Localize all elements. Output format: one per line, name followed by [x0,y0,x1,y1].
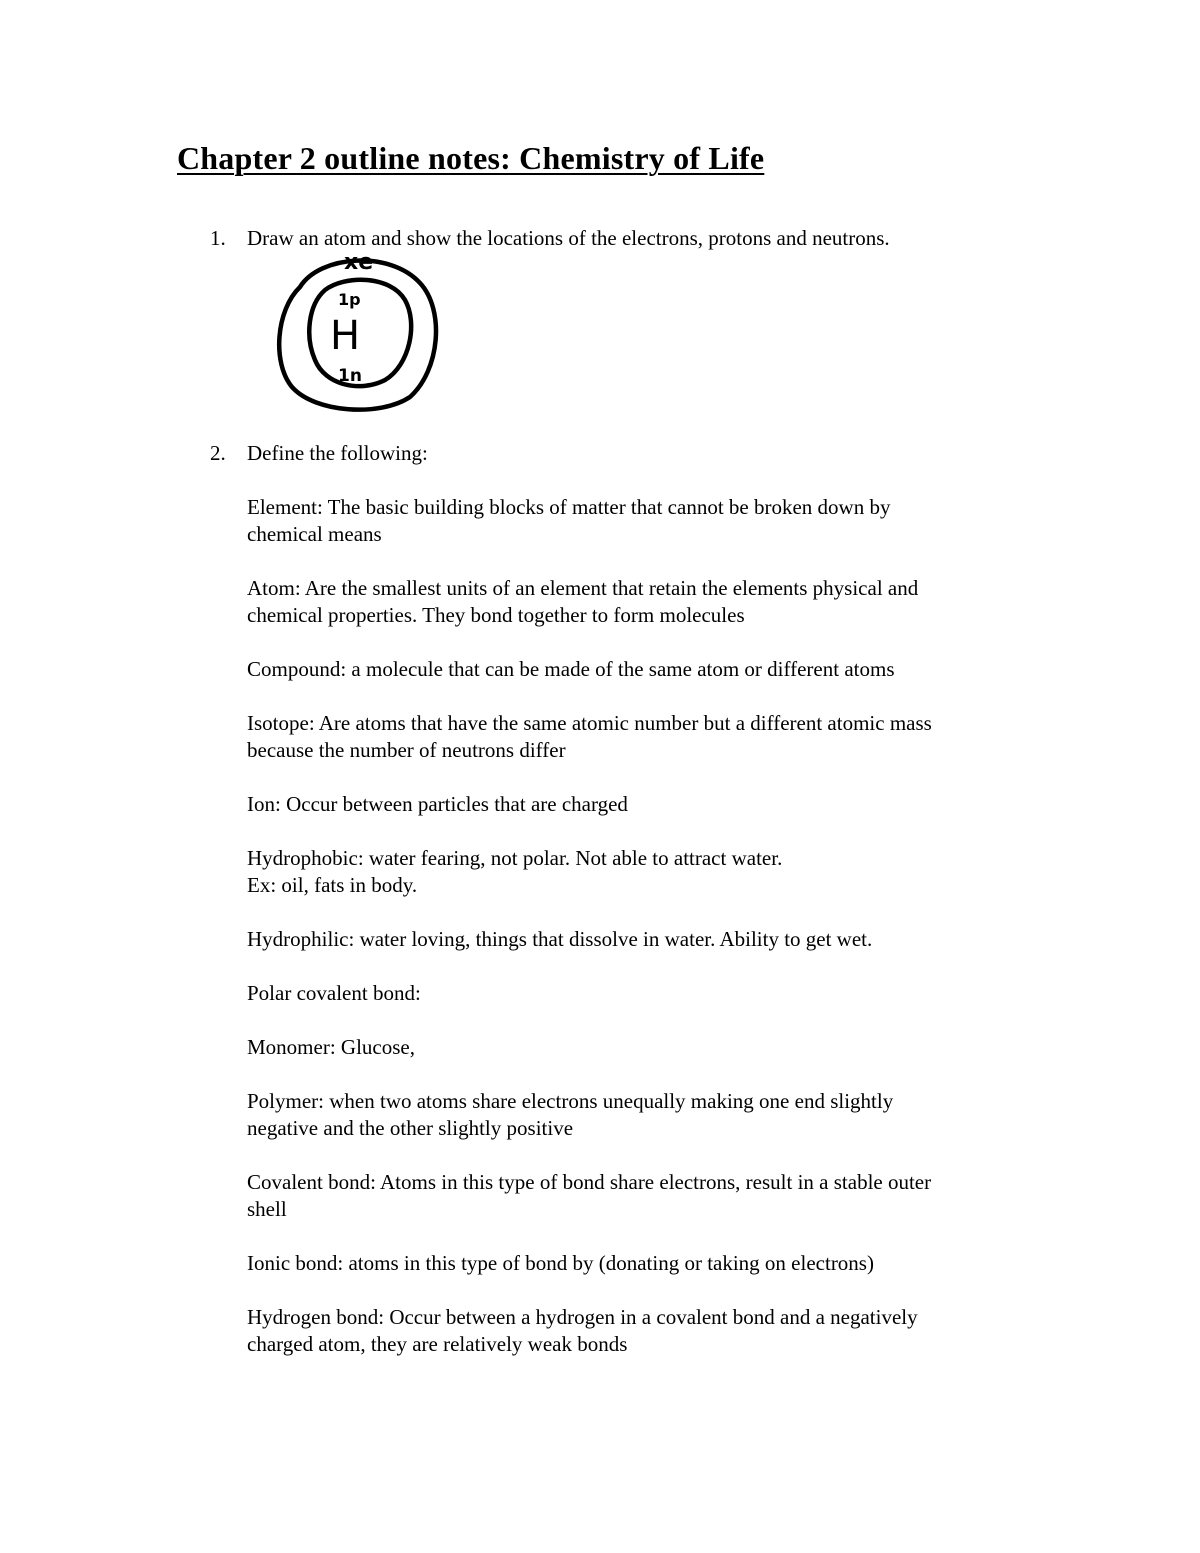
definition-line: Isotope: Are atoms that have the same atomic number but a different atomic mass [247,711,932,735]
electron-label: xe [344,250,374,275]
atom-drawing [270,245,445,415]
question-2-text: Define the following: [247,441,428,465]
question-2-number: 2. [210,441,226,465]
definition-line: Polymer: when two atoms share electrons unequally making one end slightly [247,1089,894,1113]
question-1-number: 1. [210,226,226,250]
definition-line: Hydrophobic: water fearing, not polar. Not able to attract water. [247,846,783,870]
definition-covalent-bond [247,1169,1047,1223]
definition-ion [247,791,1047,818]
definition-line: chemical means [247,522,382,546]
definition-line: Covalent bond: Atoms in this type of bond share electrons, result in a stable outer [247,1170,932,1194]
page-title: Chapter 2 outline notes: Chemistry of Life [177,140,765,176]
definition-compound [247,656,1047,683]
definition-line: Compound: a molecule that can be made of the same atom or different atoms [247,657,895,681]
definition-ionic-bond [247,1250,1047,1277]
definition-polymer [247,1088,1047,1142]
definition-element [247,494,1047,548]
definition-line: Ion: Occur between particles that are charged [247,792,628,816]
definition-line: Ex: oil, fats in body. [247,873,418,897]
definition-polar-covalent-bond [247,980,1047,1007]
neutron-label: 1n [338,366,362,386]
definition-line: Element: The basic building blocks of matter that cannot be broken down by [247,495,891,519]
definition-line: shell [247,1197,287,1221]
definition-line: because the number of neutrons differ [247,738,566,762]
definition-hydrogen-bond [247,1304,1047,1358]
definition-line: charged atom, they are relatively weak bonds [247,1332,628,1356]
question-1-text: Draw an atom and show the locations of the electrons, protons and neutrons. [247,226,890,250]
definition-hydrophilic [247,926,1047,953]
definition-line: chemical properties. They bond together to form molecules [247,603,745,627]
definition-line: Atom: Are the smallest units of an element that retain the elements physical and [247,576,919,600]
definition-line: Hydrophilic: water loving, things that dissolve in water. Ability to get wet. [247,927,873,951]
definition-line: Hydrogen bond: Occur between a hydrogen in a covalent bond and a negatively [247,1305,918,1329]
definition-line: Ionic bond: atoms in this type of bond by (donating or taking on electrons) [247,1251,874,1275]
proton-label: 1p [338,290,361,309]
definition-isotope [247,710,1047,764]
definition-monomer [247,1034,1047,1061]
definition-atom [247,575,1047,629]
definition-line: Monomer: Glucose, [247,1035,415,1059]
nucleus-symbol: H [330,313,361,359]
definitions-list [247,494,1047,1385]
definition-line: negative and the other slightly positive [247,1116,574,1140]
definition-line: Polar covalent bond: [247,981,421,1005]
definition-hydrophobic [247,845,1047,899]
